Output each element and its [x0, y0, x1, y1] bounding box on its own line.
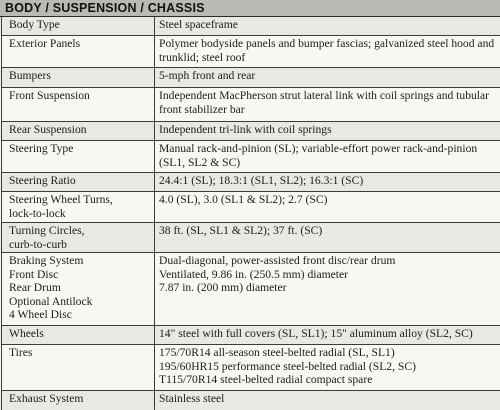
spec-value: 24.4:1 (SL); 18.3:1 (SL1, SL2); 16.3:1 (SC)	[159, 174, 364, 187]
spec-label: Exhaust System	[9, 392, 84, 405]
spec-value: Manual rack-and-pinion (SL); variable-effort power rack-and-pinion (SL1, SL2 & SC)	[159, 142, 478, 169]
spec-row-braking-system	[0, 253, 500, 326]
spec-label: Front Suspension	[9, 89, 90, 102]
section-title: BODY / SUSPENSION / CHASSIS	[5, 1, 205, 15]
section-header	[0, 0, 500, 17]
spec-label: Turning Circles, curb-to-curb	[9, 224, 85, 251]
spec-label: Body Type	[9, 18, 60, 31]
spec-value: Polymer bodyside panels and bumper fascias; galvanized steel hood and trunklid; steel roof	[159, 37, 495, 64]
spec-row-steering-wheel-turns	[0, 192, 500, 223]
spec-value: Steel spaceframe	[159, 18, 238, 31]
spec-value: 14" steel with full covers (SL, SL1); 15" aluminum alloy (SL2, SC)	[159, 327, 473, 340]
table-left-border	[1, 17, 2, 410]
spec-value: Stainless steel	[159, 392, 225, 405]
spec-row-body-type	[0, 17, 500, 36]
spec-label: Steering Type	[9, 142, 74, 155]
spec-value: Independent MacPherson strut lateral link with coil springs and tubular front stabilizer bar	[159, 89, 490, 116]
spec-label: Bumpers	[9, 69, 51, 82]
spec-value: 4.0 (SL), 3.0 (SL1 & SL2); 2.7 (SC)	[159, 193, 328, 206]
spec-label: Steering Wheel Turns, lock-to-lock	[9, 193, 113, 220]
spec-value: Dual-diagonal, power-assisted front disc/rear drum Ventilated, 9.86 in. (250.5 mm) diameter 7.87 in. (200 mm) diameter	[159, 254, 396, 295]
spec-label: Exterior Panels	[9, 37, 81, 50]
spec-label: Wheels	[9, 327, 44, 340]
spec-value: 5-mph front and rear	[159, 69, 256, 82]
spec-label: Rear Suspension	[9, 123, 87, 136]
spec-label: Braking System Front Disc Rear Drum Optional Antilock 4 Wheel Disc	[9, 254, 93, 322]
spec-row-steering-ratio	[0, 173, 500, 192]
spec-label: Steering Ratio	[9, 174, 76, 187]
spec-value: 175/70R14 all-season steel-belted radial (SL, SL1) 195/60HR15 performance steel-belted radial (SL2, SC) T115/70R14 steel-belted radial compact spare	[159, 346, 416, 387]
spec-row-wheels	[0, 326, 500, 345]
spec-value: 38 ft. (SL, SL1 & SL2); 37 ft. (SC)	[159, 224, 323, 237]
spec-row-turning-circles	[0, 223, 500, 253]
spec-label: Tires	[9, 346, 33, 359]
spec-row-exhaust-system	[0, 391, 500, 410]
spec-row-bumpers	[0, 68, 500, 88]
spec-row-tires	[0, 345, 500, 391]
spec-value: Independent tri-link with coil springs	[159, 123, 332, 136]
spec-row-exterior-panels	[0, 36, 500, 68]
column-divider	[154, 17, 155, 410]
spec-row-front-suspension	[0, 88, 500, 122]
spec-row-rear-suspension	[0, 122, 500, 141]
spec-row-steering-type	[0, 141, 500, 173]
